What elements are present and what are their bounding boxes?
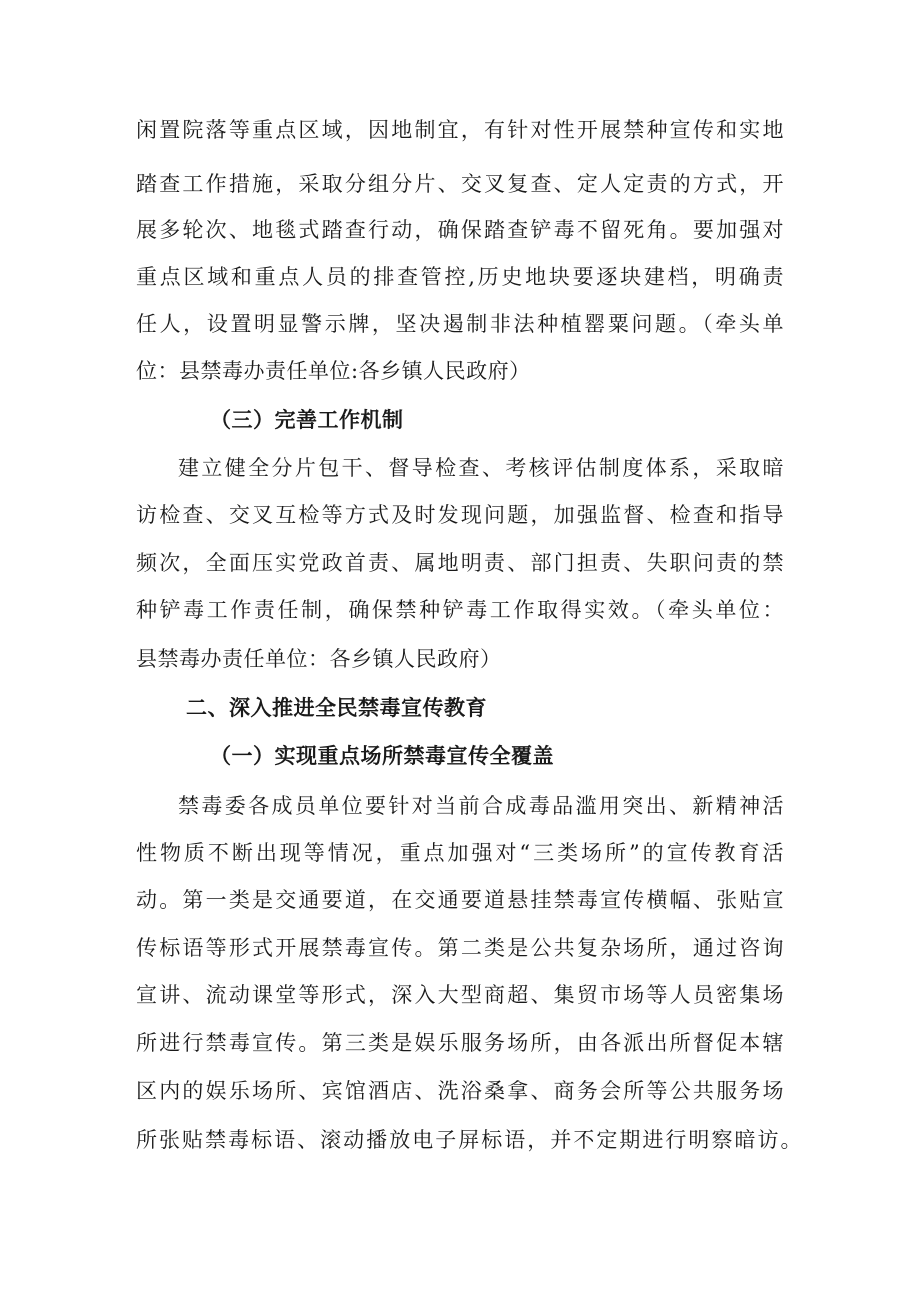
paragraph-line: 区内的娱乐场所、宾馆酒店、洗浴桑拿、商务会所等公共服务场 [136,1079,784,1103]
section-heading: （一）实现重点场所禁毒宣传全覆盖 [210,744,554,768]
paragraph-line: 县禁毒办责任单位：各乡镇人民政府） [136,647,502,671]
paragraph-line: 所进行禁毒宣传。第三类是娱乐服务场所，由各派出所督促本辖 [136,1031,784,1055]
part-heading: 二、深入推进全民禁毒宣传教育 [186,696,487,720]
paragraph-line: 访检查、交叉互检等方式及时发现问题，加强监督、检查和指导 [136,503,784,527]
paragraph-line: 频次，全面压实党政首责、属地明责、部门担责、失职问责的禁 [136,551,784,575]
paragraph-line: 传标语等形式开展禁毒宣传。第二类是公共复杂场所，通过咨询 [136,936,784,960]
paragraph-line: 建立健全分片包干、督导检查、考核评估制度体系，采取暗 [178,456,784,480]
paragraph-line: 禁毒委各成员单位要针对当前合成毒品滥用突出、新精神活 [178,794,784,818]
paragraph-line: 位：县禁毒办责任单位:各乡镇人民政府） [136,359,531,383]
paragraph-line: 性物质不断出现等情况，重点加强对“三类场所”的宣传教育活 [136,841,784,865]
paragraph-line: 种铲毒工作责任制，确保禁种铲毒工作取得实效。（牵头单位： [136,598,784,622]
paragraph-line: 闲置院落等重点区域，因地制宜，有针对性开展禁种宣传和实地 [136,118,784,142]
paragraph-line: 踏查工作措施，采取分组分片、交叉复查、定人定责的方式，开 [136,172,784,196]
paragraph-line: 所张贴禁毒标语、滚动播放电子屏标语，并不定期进行明察暗访。 [136,1128,802,1152]
section-heading: （三）完善工作机制 [210,408,404,432]
paragraph-line: 重点区域和重点人员的排查管控,历史地块要逐块建档，明确责 [136,265,784,289]
paragraph-line: 动。第一类是交通要道，在交通要道悬挂禁毒宣传横幅、张贴宣 [136,888,784,912]
paragraph-line: 展多轮次、地毯式踏查行动，确保踏查铲毒不留死角。要加强对 [136,218,784,242]
paragraph-line: 任人，设置明显警示牌，坚决遏制非法种植罂粟问题。（牵头单 [136,312,784,336]
paragraph-line: 宣讲、流动课堂等形式，深入大型商超、集贸市场等人员密集场 [136,983,784,1007]
